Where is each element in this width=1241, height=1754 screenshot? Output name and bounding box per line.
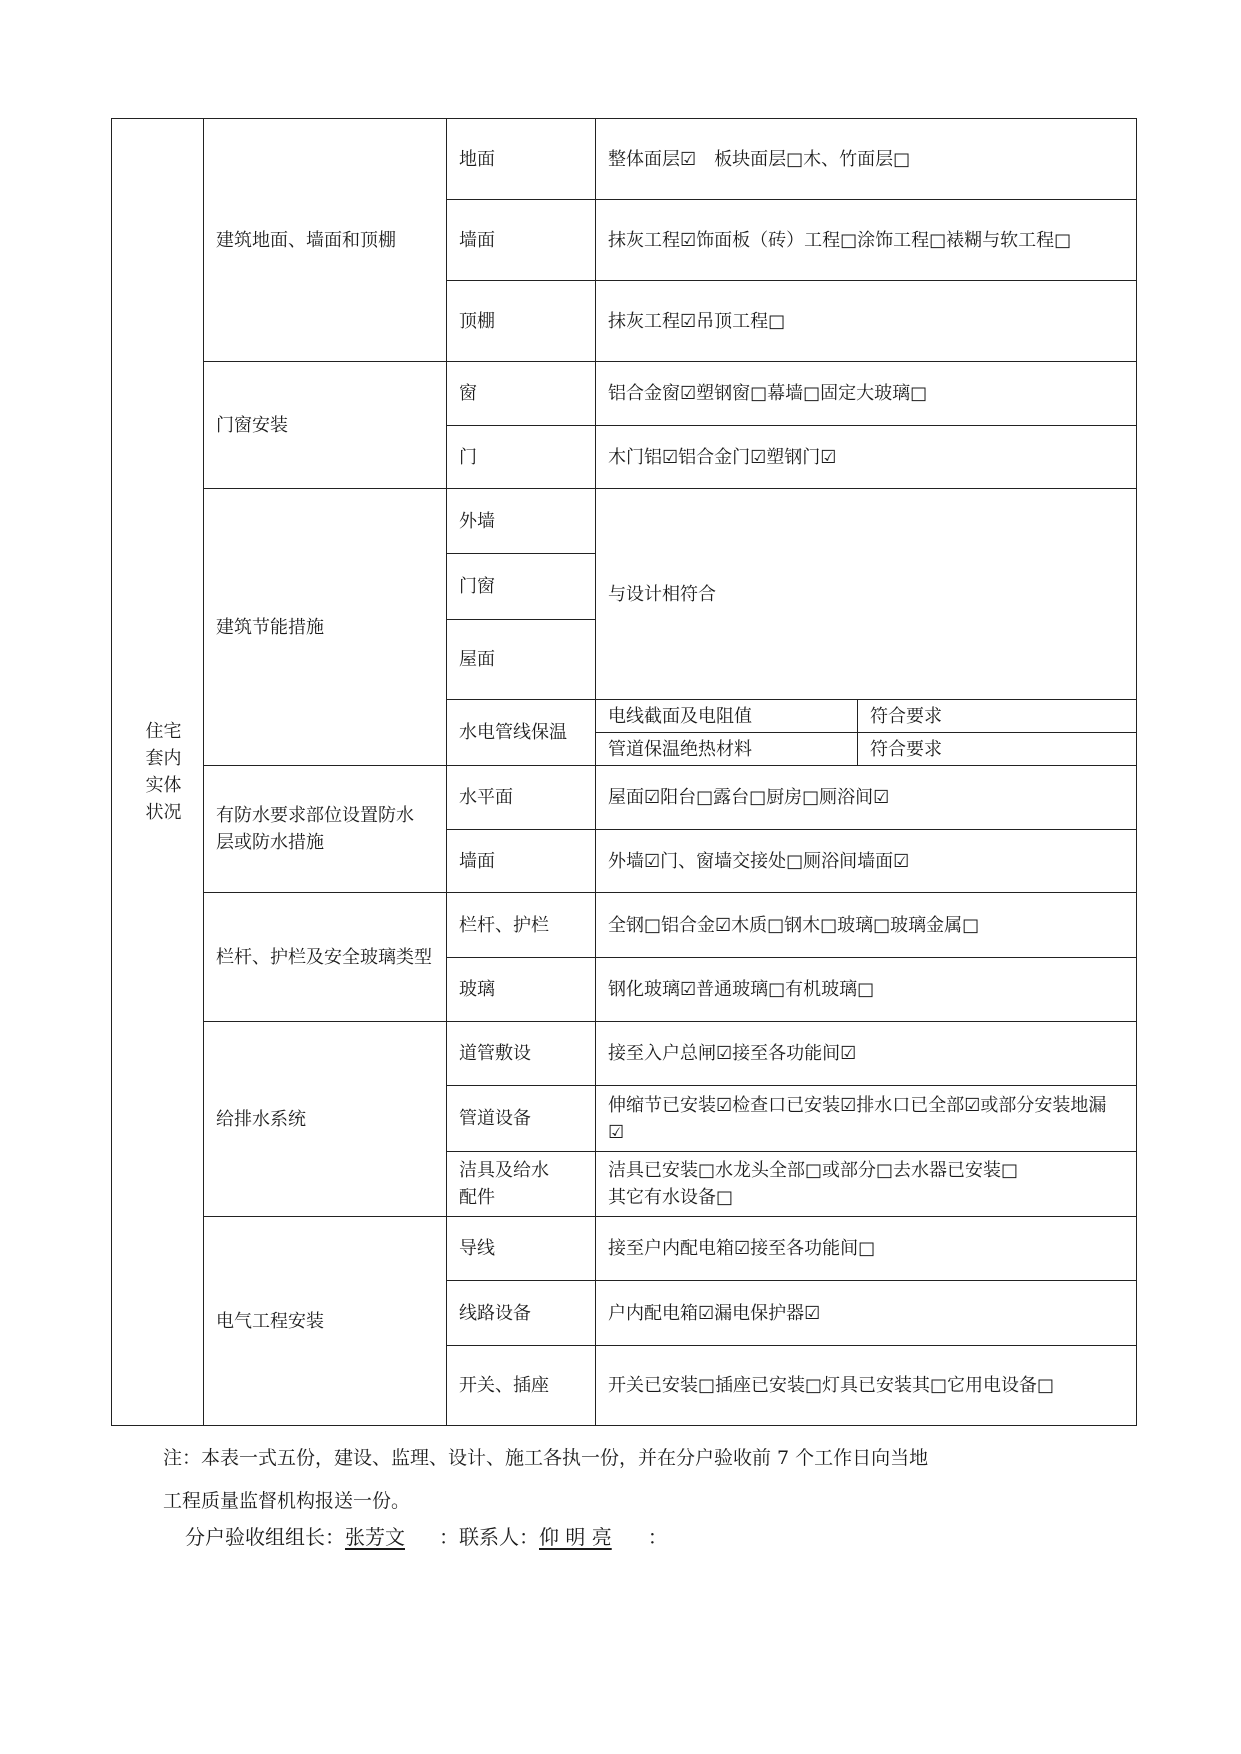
sub-label: 电线截面及电阻值 bbox=[596, 700, 858, 733]
signature-tail: ： bbox=[647, 1525, 668, 1549]
table-row bbox=[112, 489, 1137, 554]
table-row bbox=[112, 1217, 1137, 1281]
item-label: 地面 bbox=[447, 119, 596, 200]
item-content: 外墙☑门、窗墙交接处□厕浴间墙面☑ bbox=[596, 830, 1137, 893]
section-name: 建筑地面、墙面和顶棚 bbox=[204, 119, 447, 362]
item-label: 洁具及给水 配件 bbox=[447, 1152, 596, 1217]
item-content: 木门铝☑铝合金门☑塑钢门☑ bbox=[596, 426, 1137, 489]
item-content: 户内配电箱☑漏电保护器☑ bbox=[596, 1281, 1137, 1346]
section-name: 建筑节能措施 bbox=[204, 489, 447, 766]
item-label: 墙面 bbox=[447, 830, 596, 893]
item-label: 门 bbox=[447, 426, 596, 489]
item-content: 开关已安装□插座已安装□灯具已安装其□它用电设备□ bbox=[596, 1346, 1137, 1426]
side-label: 住宅 套内 实体 状况 bbox=[112, 119, 204, 1426]
item-label: 外墙 bbox=[447, 489, 596, 554]
section-name: 有防水要求部位设置防水 层或防水措施 bbox=[204, 766, 447, 893]
item-label: 屋面 bbox=[447, 620, 596, 700]
item-label: 水平面 bbox=[447, 766, 596, 830]
item-label: 玻璃 bbox=[447, 958, 596, 1022]
item-content: 与设计相符合 bbox=[596, 489, 1137, 700]
item-label: 顶棚 bbox=[447, 281, 596, 362]
sub-value: 符合要求 bbox=[858, 733, 1137, 766]
item-label: 线路设备 bbox=[447, 1281, 596, 1346]
signature-line bbox=[185, 1521, 668, 1550]
item-content: 抹灰工程☑吊顶工程□ bbox=[596, 281, 1137, 362]
table-row bbox=[112, 362, 1137, 426]
section-name: 门窗安装 bbox=[204, 362, 447, 489]
item-label: 开关、插座 bbox=[447, 1346, 596, 1426]
item-label: 道管敷设 bbox=[447, 1022, 596, 1086]
leader-label: 分户验收组组长： bbox=[185, 1525, 345, 1549]
table-row bbox=[112, 766, 1137, 830]
item-label: 墙面 bbox=[447, 200, 596, 281]
item-content: 洁具已安装□水龙头全部□或部分□去水器已安装□ 其它有水设备□ bbox=[596, 1152, 1137, 1217]
item-label: 导线 bbox=[447, 1217, 596, 1281]
item-label: 窗 bbox=[447, 362, 596, 426]
section-name: 给排水系统 bbox=[204, 1022, 447, 1217]
contact-label: ：联系人： bbox=[439, 1525, 539, 1549]
table-row bbox=[112, 119, 1137, 200]
acceptance-table bbox=[111, 118, 1137, 1426]
item-label: 栏杆、护栏 bbox=[447, 893, 596, 958]
table-row bbox=[112, 893, 1137, 958]
item-content: 接至入户总闸☑接至各功能间☑ bbox=[596, 1022, 1137, 1086]
item-content: 铝合金窗☑塑钢窗□幕墙□固定大玻璃□ bbox=[596, 362, 1137, 426]
item-label: 水电管线保温 bbox=[447, 700, 596, 766]
sub-value: 符合要求 bbox=[858, 700, 1137, 733]
item-content: 伸缩节已安装☑检查口已安装☑排水口已全部☑或部分安装地漏 ☑ bbox=[596, 1086, 1137, 1152]
item-label: 门窗 bbox=[447, 554, 596, 620]
item-label: 管道设备 bbox=[447, 1086, 596, 1152]
item-content: 屋面☑阳台□露台□厨房□厕浴间☑ bbox=[596, 766, 1137, 830]
table-row bbox=[112, 1022, 1137, 1086]
item-content: 全钢□铝合金☑木质□钢木□玻璃□玻璃金属□ bbox=[596, 893, 1137, 958]
item-content: 接至户内配电箱☑接至各功能间□ bbox=[596, 1217, 1137, 1281]
leader-name: 张芳文 bbox=[345, 1525, 405, 1549]
item-content: 整体面层☑ 板块面层□木、竹面层□ bbox=[596, 119, 1137, 200]
table-note: 注：本表一式五份，建设、监理、设计、施工各执一份，并在分户验收前 7 个工作日向当地 工程质量监督机构报送一份。 bbox=[163, 1447, 929, 1512]
item-content: 钢化玻璃☑普通玻璃□有机玻璃□ bbox=[596, 958, 1137, 1022]
sub-label: 管道保温绝热材料 bbox=[596, 733, 858, 766]
section-name: 栏杆、护栏及安全玻璃类型 bbox=[204, 893, 447, 1022]
section-name: 电气工程安装 bbox=[204, 1217, 447, 1426]
contact-name: 仰 明 亮 bbox=[539, 1525, 612, 1549]
item-content: 抹灰工程☑饰面板（砖）工程□涂饰工程□裱糊与软工程□ bbox=[596, 200, 1137, 281]
